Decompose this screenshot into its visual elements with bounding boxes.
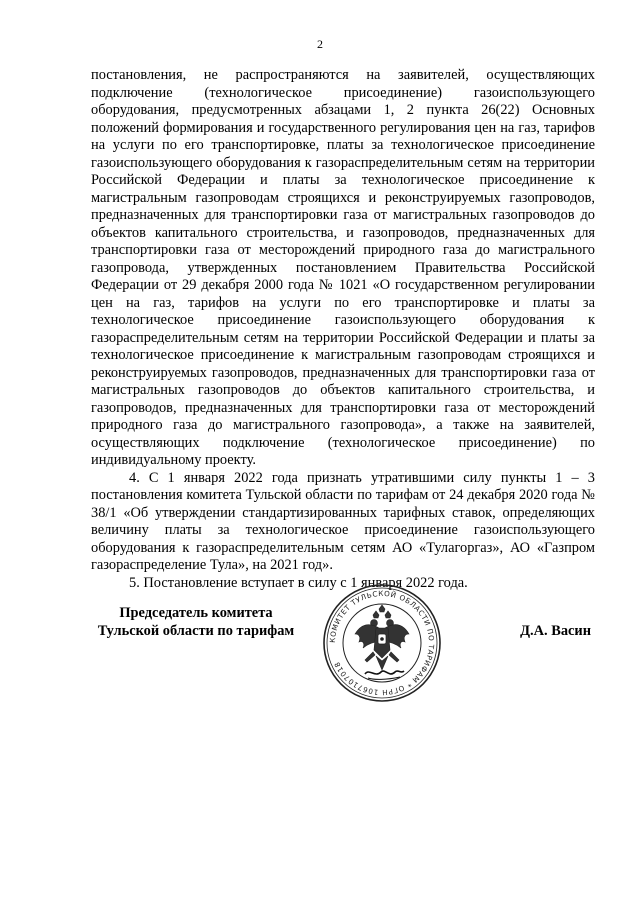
- signature-block: [91, 588, 595, 724]
- signer-title: [91, 604, 301, 640]
- coat-of-arms-icon: [321, 582, 443, 704]
- signer-name: Д.А. Васин: [520, 623, 591, 639]
- document-body: [91, 67, 595, 592]
- official-seal: [321, 582, 443, 704]
- paragraph-item-4: 4. С 1 января 2022 года признать утратившими силу пункты 1 – 3 постановления комитета Тульской области по тарифам от 24 декабря 2020 года № 38/1 «Об утверждении стандартизированных тарифных ставок, определяющих величину платы за технологическое присоединение газоиспользующего оборудования к газораспределительным сетям АО «Тулагоргаз», АО «Газпром газораспределение Тула», на 2021 год».: [91, 469, 595, 573]
- paragraph-item-5: 5. Постановление вступает в силу с 1 января 2022 года.: [129, 574, 468, 591]
- seal-ring-text: КОМИТЕТ ТУЛЬСКОЙ ОБЛАСТИ ПО ТАРИФАМ * ОГРН 1067107018: [327, 588, 437, 698]
- paragraph-continuation: постановления, не распространяются на заявителей, осуществляющих подключение (технологическое присоединение) газоиспользующего оборудования, предусмотренных абзацами 1, 2 пункта 26(22) Основных положений формирования и государственного регулирования цен на газ, тарифов на услуги по его транспортировке, платы за технологическое присоединение газоиспользующего оборудования к газораспределительным сетям на территории Российской Федерации и платы за технологическое присоединение к магистральным газопроводам строящихся и реконструируемых газопроводов, предназначенных для транспортировки газа от магистральных газопроводов до объектов капитального строительства, и газопроводов, предназначенных для транспортировки газа от месторождений природного газа до магистрального газопровода, утвержденных постановлением Правительства Российской Федерации от 29 декабря 2000 года № 1021 «О государственном регулировании цен на газ, тарифов на услуги по его транспортировке и платы за технологическое присоединение газоиспользующего оборудования к газораспределительным сетям на территории Российской Федерации и платы за технологическое присоединение к магистральным газопроводам строящихся и реконструируемых газопроводов, предназначенных для транспортировки газа от магистральных газопроводов до объектов капитального строительства, и газопроводов, предназначенных для транспортировки газа от месторождений природного газа до магистрального газопровода», а также на заявителей, осуществляющих подключение (технологическое присоединение) по индивидуальному проекту.: [91, 67, 595, 468]
- signer-title-line2: Тульской области по тарифам: [97, 623, 295, 639]
- page-number: 2: [317, 37, 323, 51]
- signer-title-line1: Председатель комитета: [119, 605, 273, 621]
